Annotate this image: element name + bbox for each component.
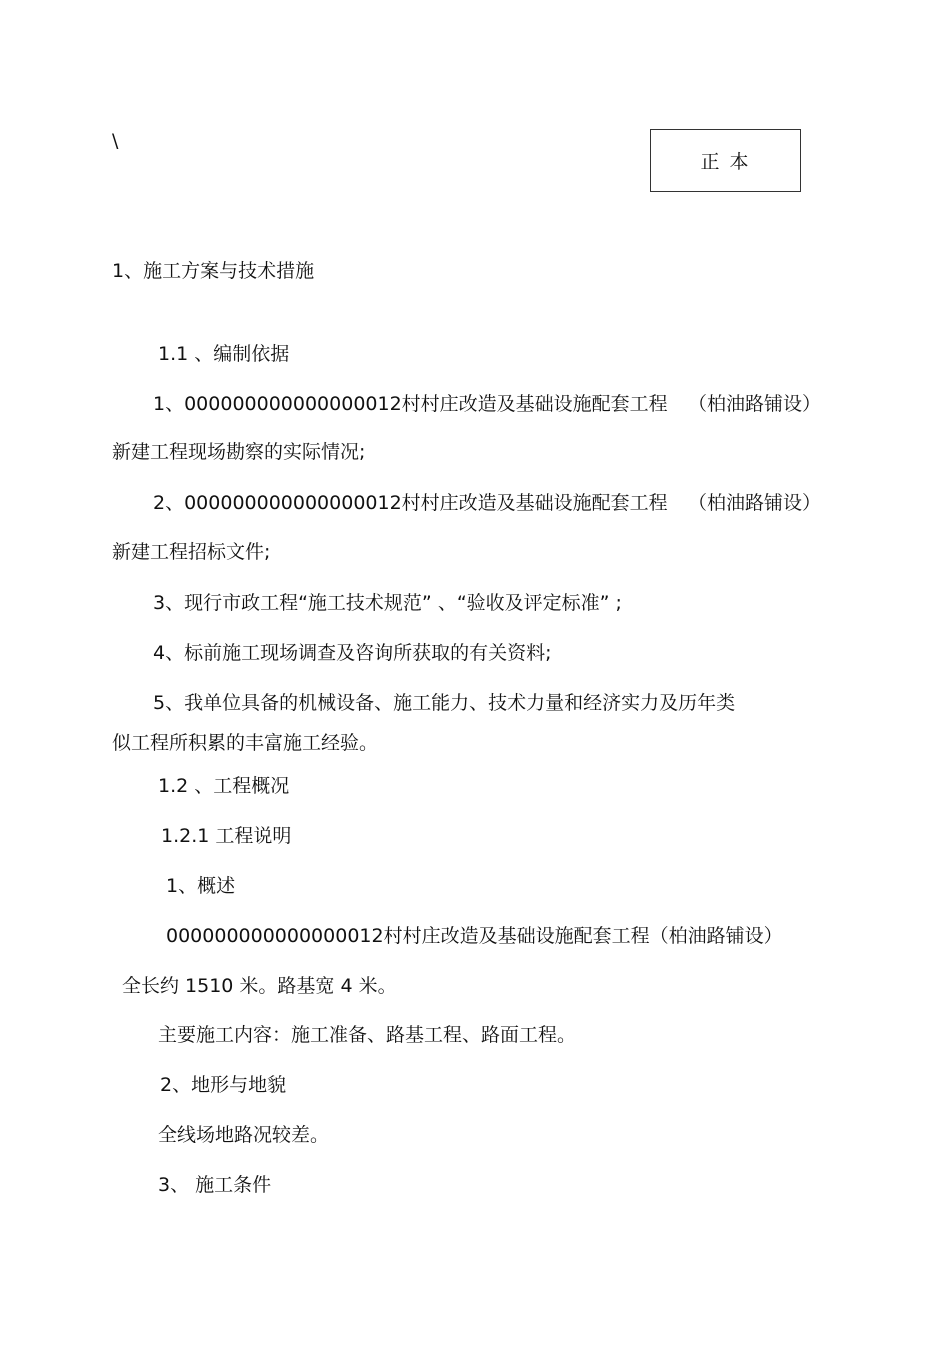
backslash-mark: \	[112, 130, 119, 152]
stamp-label: 正本	[700, 151, 759, 173]
basis-item-1-line-1: 1、000000000000000012村村庄改造及基础设施配套工程	[153, 393, 668, 415]
basis-item-3: 3、现行市政工程“施工技术规范” 、“验收及评定标准” ;	[153, 592, 622, 614]
overview-text-line-2: 全长约 1510 米。路基宽 4 米。	[122, 975, 397, 997]
main-work-content: 主要施工内容：施工准备、路基工程、路面工程。	[158, 1024, 577, 1046]
terrain-text: 全线场地路况较差。	[158, 1124, 330, 1146]
original-copy-stamp	[650, 129, 801, 192]
overview-heading: 1、概述	[166, 875, 236, 897]
subsection-1-1-title: 1.1 、编制依据	[158, 343, 290, 365]
section-heading: 1、施工方案与技术措施	[112, 260, 315, 282]
subsection-1-2-1-title: 1.2.1 工程说明	[161, 825, 292, 847]
basis-item-2-line-2: 新建工程招标文件;	[112, 541, 271, 563]
basis-item-2-note: （柏油路铺设）	[688, 492, 822, 514]
overview-text-line-1: 000000000000000012村村庄改造及基础设施配套工程（柏油路铺设）	[166, 925, 783, 947]
conditions-heading: 3、 施工条件	[158, 1174, 272, 1196]
basis-item-1-line-2: 新建工程现场勘察的实际情况;	[112, 441, 366, 463]
basis-item-1-note: （柏油路铺设）	[688, 393, 822, 415]
basis-item-5-line-1: 5、我单位具备的机械设备、施工能力、技术力量和经济实力及历年类	[153, 692, 736, 714]
basis-item-2-line-1: 2、000000000000000012村村庄改造及基础设施配套工程	[153, 492, 668, 514]
subsection-1-2-title: 1.2 、工程概况	[158, 775, 290, 797]
terrain-heading: 2、地形与地貌	[160, 1074, 287, 1096]
basis-item-4: 4、标前施工现场调查及咨询所获取的有关资料;	[153, 642, 552, 664]
basis-item-5-line-2: 似工程所积累的丰富施工经验。	[112, 732, 379, 754]
